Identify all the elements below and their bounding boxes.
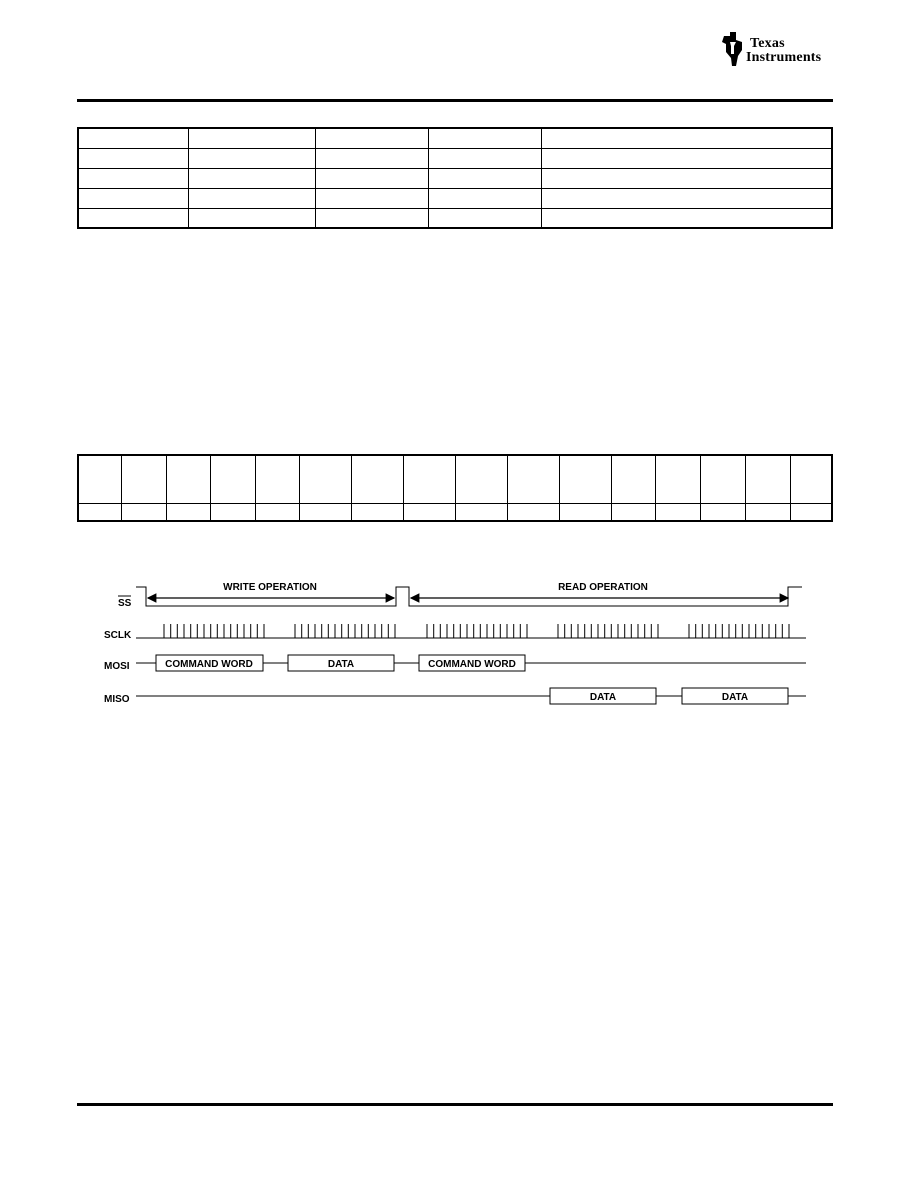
sclk-pulses: [164, 624, 789, 638]
table-row: [78, 188, 832, 208]
mosi-command-block: [156, 655, 263, 671]
table-row: [78, 455, 832, 503]
miso-label: MISO: [104, 694, 130, 705]
table-row: [78, 128, 832, 148]
table-row: [78, 148, 832, 168]
header-rule: [77, 99, 833, 102]
table-row: [78, 503, 832, 521]
sclk-label: SCLK: [104, 630, 132, 641]
mosi-command-text: COMMAND WORD: [165, 659, 253, 670]
mosi-data-block: [288, 655, 394, 671]
miso-data-block-2: [682, 688, 788, 704]
mosi-command-text-2: COMMAND WORD: [428, 659, 516, 670]
ss-label: SS: [118, 598, 132, 609]
logo-text-texas: Texas: [750, 36, 785, 51]
logo-text-instruments: Instruments: [746, 50, 822, 65]
table-row: [78, 208, 832, 228]
mosi-data-text: DATA: [327, 659, 355, 670]
table-row: [78, 168, 832, 188]
mosi-command-block-2: [419, 655, 525, 671]
miso-data-block-1: [550, 688, 656, 704]
miso-data-text-2: DATA: [721, 692, 749, 703]
bit-field-table: [77, 454, 833, 522]
spi-timing-diagram: [100, 575, 812, 715]
register-table: [77, 127, 833, 229]
footer-rule: [77, 1103, 833, 1106]
read-operation-label: READ OPERATION: [558, 582, 648, 593]
ti-logo: [720, 30, 832, 70]
ti-state-icon: [720, 30, 746, 70]
mosi-label: MOSI: [104, 661, 130, 672]
miso-data-text-1: DATA: [589, 692, 617, 703]
write-operation-label: WRITE OPERATION: [223, 582, 317, 593]
